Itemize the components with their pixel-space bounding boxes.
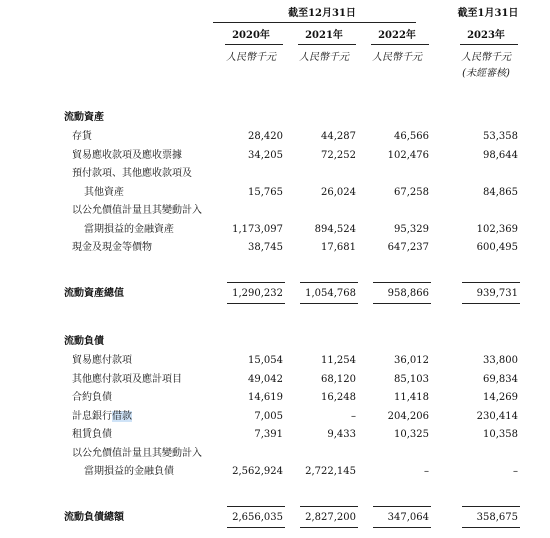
total-rule-top [227,506,285,507]
row-label: 當期損益的金融負債 [84,466,174,477]
row-value: 10,325 [394,429,429,440]
row-value: 26,024 [321,186,356,198]
unit-2021: 人民幣千元 [299,52,349,63]
year-2020: 2020年 [232,30,270,41]
row-value: 95,329 [394,223,429,235]
total-rule-top [462,506,520,507]
row-value: 84,865 [483,186,518,198]
total-rule-top [300,282,358,283]
section-title-current-liabilities: 流動負債 [64,336,104,347]
row-value: 98,644 [483,149,518,161]
row-label: 貿易應付款項 [72,355,132,366]
row-value: 102,369 [476,223,518,235]
unaudited-note: (未經審核) [462,68,510,79]
row-value: 33,800 [483,355,518,366]
year-rule-2020 [225,44,283,45]
row-value: 11,254 [321,355,356,366]
total-rule-top [227,282,285,283]
row-label: 預付款項、其他應收款項及 [72,168,192,179]
row-value: 600,495 [476,242,518,253]
row-label: 租賃負債 [72,429,112,440]
row-value: 68,120 [321,373,356,385]
total-label-current-liabilities: 流動負債總額 [64,512,124,523]
total-value: 1,054,768 [305,288,356,299]
section-title-current-assets: 流動資產 [64,112,104,123]
total-rule-bottom [373,303,431,304]
row-value: 204,206 [387,410,429,422]
year-rule-2022 [371,44,429,45]
row-label: 現金及現金等價物 [72,242,152,253]
total-value: 2,827,200 [305,512,356,523]
unit-2020: 人民幣千元 [226,52,276,63]
row-value: 230,414 [476,410,518,422]
row-value: 53,358 [483,131,518,142]
unit-2022: 人民幣千元 [372,52,422,63]
row-value: 28,420 [248,131,283,142]
row-value: 1,173,097 [232,223,283,235]
row-value: 69,834 [483,373,518,385]
total-rule-bottom [300,303,358,304]
year-2022: 2022年 [378,30,416,41]
row-label: 貿易應收款項及應收票據 [72,149,182,161]
row-value: 16,248 [321,392,356,403]
row-value: – [424,466,429,477]
row-value: 9,433 [327,429,356,440]
row-value: 44,287 [321,131,356,142]
year-2023: 2023年 [467,30,505,41]
row-value: 36,012 [394,355,429,366]
row-value: 67,258 [394,186,429,198]
total-value: 939,731 [476,288,518,299]
row-value: 11,418 [394,392,429,403]
total-rule-top [462,282,520,283]
row-value: – [351,410,356,422]
row-label: 以公允價值計量且其變動計入 [72,205,202,216]
row-value: 2,562,924 [232,466,283,477]
row-value: 38,745 [248,242,283,253]
total-value: 958,866 [387,288,429,299]
total-value: 358,675 [476,512,518,523]
row-value: 17,681 [321,242,356,253]
row-label-text: 計息銀行 [72,410,112,422]
row-value: 647,237 [387,242,429,253]
row-value: 2,722,145 [305,466,356,477]
row-value: 10,358 [483,429,518,440]
row-label: 合約負債 [72,392,112,403]
total-rule-top [300,506,358,507]
total-rule-bottom [373,527,431,528]
row-value: 102,476 [387,149,429,161]
row-value: 34,205 [248,149,283,161]
total-rule-top [373,282,431,283]
row-value: 14,619 [248,392,283,403]
unit-2023: 人民幣千元 [461,52,511,63]
row-label: 以公允價值計量且其變動計入 [72,447,202,459]
row-label-highlight: 借款 [112,410,132,422]
total-rule-bottom [227,303,285,304]
row-label: 其他資產 [84,186,124,198]
row-value: 14,269 [483,392,518,403]
total-label-current-assets: 流動資產總值 [64,288,124,299]
header-group-december: 截至12月31日 [288,8,356,19]
row-label [72,411,132,423]
row-value: 894,524 [314,223,356,235]
row-value: 85,103 [394,373,429,385]
row-value: 15,765 [248,186,283,198]
row-value: 7,391 [254,429,283,440]
total-rule-bottom [462,527,520,528]
row-value: 7,005 [254,410,283,422]
total-rule-bottom [300,527,358,528]
total-rule-bottom [227,527,285,528]
header-group-january: 截至1月31日 [457,8,519,19]
total-value: 1,290,232 [232,288,283,299]
total-rule-bottom [462,303,520,304]
row-value: 15,054 [248,355,283,366]
year-2021: 2021年 [305,30,343,41]
total-value: 347,064 [387,512,429,523]
row-label: 其他應付款項及應計項目 [72,373,182,385]
row-value: 46,566 [394,131,429,142]
row-label: 存貨 [72,131,92,142]
row-value: – [513,466,518,477]
year-rule-2023 [460,44,518,45]
row-value: 72,252 [321,149,356,161]
total-rule-top [373,506,431,507]
row-label: 當期損益的金融資產 [84,223,174,235]
total-value: 2,656,035 [232,512,283,523]
row-value: 49,042 [248,373,283,385]
header-rule-december [213,22,416,23]
year-rule-2021 [298,44,356,45]
